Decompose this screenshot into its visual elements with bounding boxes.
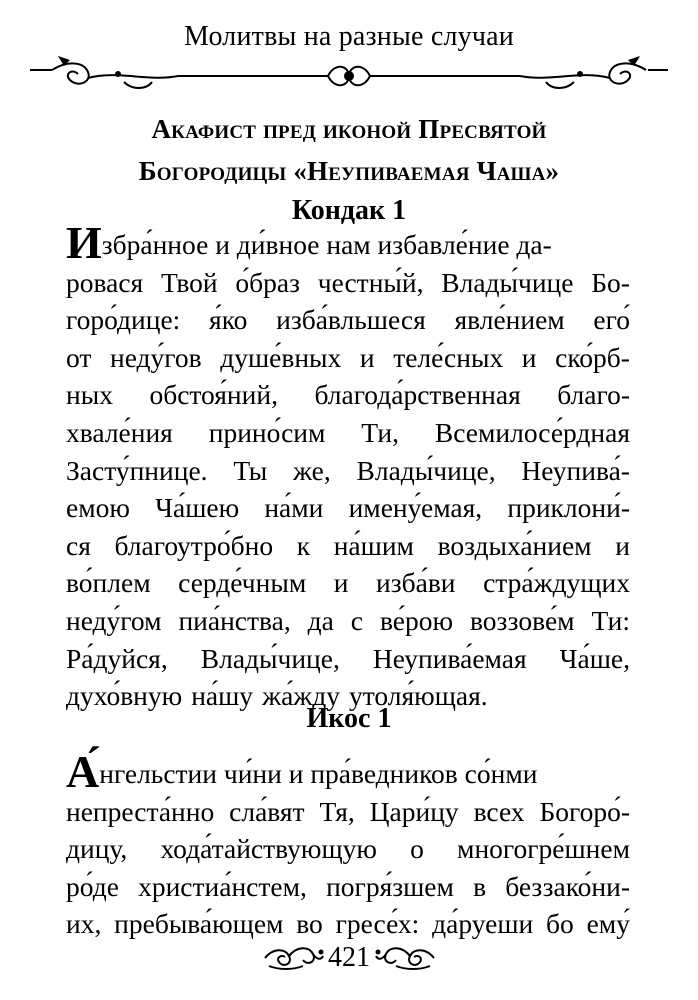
word: обстоя́ний, — [149, 379, 278, 411]
word: приклони́- — [507, 492, 630, 524]
word: беззако́ни- — [505, 870, 630, 902]
word: в — [473, 870, 487, 902]
drop-cap: А́ — [66, 746, 100, 797]
word: утоля́ющая. — [349, 680, 488, 712]
text-line — [66, 264, 630, 302]
word: воздыха́нием — [437, 529, 592, 561]
word: всех — [473, 795, 525, 827]
kondak-heading: Кондак 1 — [291, 195, 407, 226]
title-line-2: Богородицы «Неупиваемая Чаша» — [138, 156, 560, 186]
word: гресе́х: — [335, 908, 420, 940]
word: изба́ви — [376, 567, 456, 599]
word: ровася — [66, 266, 144, 298]
text-line: Избра́нное и ди́вное нам избавле́ние да- — [66, 217, 552, 268]
word: Бо- — [591, 266, 630, 298]
word: духо́вную — [66, 680, 183, 712]
word: их, — [66, 908, 102, 940]
word: хода́тайствующую — [160, 833, 377, 865]
word: и — [521, 341, 537, 373]
word: пиа́нства, — [178, 604, 291, 636]
word: ве́рою — [379, 604, 454, 636]
word: Тя, — [319, 795, 355, 827]
word: к — [296, 529, 311, 561]
word: на́шу — [191, 680, 254, 712]
word: дицу, — [66, 833, 128, 865]
word: же, — [293, 454, 331, 486]
text-line: А́нгельстии чи́ни и пра́ведников со́нми — [66, 746, 538, 797]
word: ных — [66, 379, 113, 411]
word: емою — [66, 492, 130, 524]
text-line — [66, 793, 630, 831]
word: прино́сим — [208, 416, 326, 448]
word: горо́дице: — [66, 304, 181, 336]
word: Ты — [233, 454, 268, 486]
running-header: Молитвы на разные случаи — [184, 21, 514, 52]
word: ся — [66, 529, 91, 561]
word: Твой — [160, 266, 218, 298]
word: Ти: — [591, 604, 630, 636]
drop-cap: И — [66, 217, 102, 268]
word: Влады́чице, — [200, 642, 340, 674]
word: воззове́м — [469, 604, 575, 636]
page-footer — [0, 938, 698, 978]
word: Неупива́емая — [372, 642, 527, 674]
word: Засту́пнице. — [66, 454, 208, 486]
word: неду́гов — [110, 341, 202, 373]
word: пребыва́ющем — [114, 908, 284, 940]
word: непреста́нно — [66, 795, 215, 827]
word: на́шим — [333, 529, 414, 561]
word: я́ко — [209, 304, 248, 336]
word: Ра́дуйся, — [66, 642, 168, 674]
word: благоутро́бно — [114, 529, 274, 561]
word: благо- — [557, 379, 630, 411]
text-line — [66, 564, 630, 602]
word: Влады́чице — [441, 266, 574, 298]
word: Цари́цу — [369, 795, 459, 827]
word: погря́зшем — [326, 870, 454, 902]
word: Всемилосе́рдная — [434, 416, 630, 448]
kondak-text — [66, 217, 630, 715]
ikos-text — [66, 746, 630, 943]
word: бо — [546, 908, 574, 940]
ikos-heading: Икос 1 — [306, 703, 392, 734]
akathist-title — [0, 108, 698, 192]
word: имену́емая, — [348, 492, 483, 524]
word: от — [66, 341, 92, 373]
word: неду́гом — [66, 604, 162, 636]
page-number: 421 — [328, 942, 370, 973]
word: явле́нием — [454, 304, 565, 336]
text-line — [66, 527, 630, 565]
text-line — [66, 830, 630, 868]
word: стра́ждущих — [483, 567, 630, 599]
text-line — [66, 868, 630, 906]
word: да — [307, 604, 334, 636]
word: и — [333, 567, 349, 599]
word: ему́ — [586, 908, 630, 940]
word: изба́вльшеся — [276, 304, 426, 336]
word: о́браз — [235, 266, 300, 298]
text-line — [66, 414, 630, 452]
word: Богоро́- — [539, 795, 630, 827]
footer-ornament-right-icon — [374, 942, 436, 972]
text-line — [66, 640, 630, 678]
word: Влады́чице, — [356, 454, 496, 486]
word: Неупива́- — [521, 454, 630, 486]
word: благода́рственная — [314, 379, 521, 411]
word: Ти, — [361, 416, 400, 448]
word: ро́де — [66, 870, 119, 902]
word: его́ — [593, 304, 630, 336]
word: жа́жду — [262, 680, 341, 712]
word: серде́чным — [178, 567, 307, 599]
word: и — [615, 529, 630, 561]
text-line — [66, 452, 630, 490]
text-line — [66, 489, 630, 527]
word: душе́вных — [220, 341, 342, 373]
text-line — [66, 301, 630, 339]
word: о — [410, 833, 424, 865]
word: на́ми — [264, 492, 324, 524]
word: честны́й, — [317, 266, 424, 298]
text-line — [66, 339, 630, 377]
text-line — [66, 602, 630, 640]
word: ско́рб- — [555, 341, 630, 373]
word: теле́сных — [393, 341, 504, 373]
header-ornament-divider — [28, 56, 670, 96]
title-line-1: Акафист пред иконой Пресвятой — [151, 114, 547, 144]
word: Ча́ше, — [559, 642, 630, 674]
word: и — [359, 341, 375, 373]
word: Ча́шею — [155, 492, 240, 524]
word: во́плем — [66, 567, 151, 599]
text-line — [66, 376, 630, 414]
word: сла́вят — [229, 795, 305, 827]
word: да́руеши — [432, 908, 534, 940]
word: многогре́шнем — [457, 833, 630, 865]
word: христиа́нстем, — [138, 870, 307, 902]
word: во — [296, 908, 323, 940]
word: хвале́ния — [66, 416, 173, 448]
word: с — [350, 604, 364, 636]
